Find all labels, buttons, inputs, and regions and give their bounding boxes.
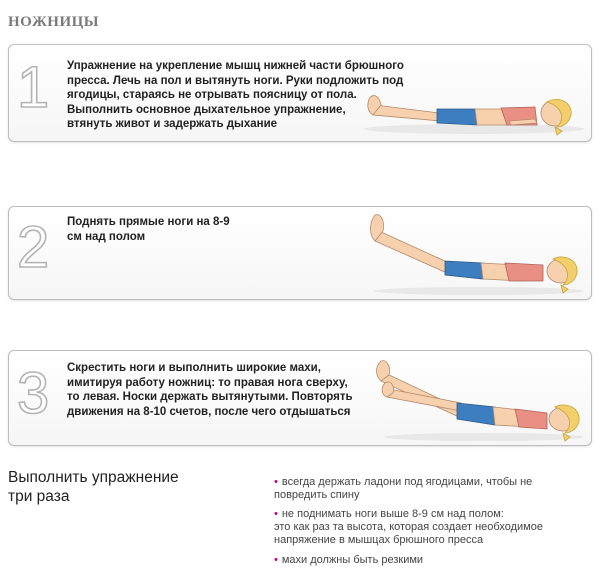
tip-text-line: махи должны быть резкими [281,554,424,566]
step-text-line: ягодицы, стараясь не отрывать поясницу от пола. [67,89,357,101]
tip-text-line: это как раз та высота, которая создает необходимое [274,521,543,533]
step-text-line: см над полом [67,230,146,243]
step-description [67,361,377,419]
repeat-instruction-line: Выполнить упражнение [8,469,179,486]
step-number: 2 [17,215,50,280]
step-text-line: Поднять прямые ноги на 8-9 [67,216,230,228]
lying-woman-raised-legs-illustration [359,207,589,297]
page-title: НОЖНИЦЫ [8,14,100,30]
tip-item [274,554,594,567]
bullet-icon: • [274,554,278,566]
step-text-line: Скрестить ноги и выполнить широкие махи, [67,362,321,374]
tip-item [274,476,594,502]
step-text-line: втянуть живот и задержать дыхание [67,118,278,130]
step-card-3 [8,350,592,446]
bullet-icon: • [274,508,278,520]
step-text-line: Упражнение на укрепление мышц нижней части брюшного [67,60,404,72]
bullet-icon: • [274,476,278,488]
step-number: 3 [17,361,50,426]
step-card-1 [8,44,592,142]
tip-item [274,508,594,547]
step-description [67,59,407,132]
repeat-instruction-line: три раза [8,488,70,505]
repeat-instruction [8,468,179,506]
step-text-line: имитируя работу ножниц: то правая нога сверху, [67,376,348,389]
step-text-line: движения на 8-10 счетов, после чего отдышаться [67,405,351,418]
tip-text-line: напряжение в мышцах брюшного пресса [274,534,484,546]
step-description [67,215,267,244]
step-number: 1 [17,55,50,120]
tip-text-line: всегда держать ладони под ягодицами, чтобы не [281,476,533,488]
step-text-line: Выполнить основное дыхательное упражнение, [67,103,346,116]
step-text-line: то левая. Носки держать вытянутыми. Повторять [67,391,353,403]
tip-text-line: не поднимать ноги выше 8-9 см над полом: [281,508,504,520]
lying-woman-crossed-legs-illustration [369,355,589,443]
lying-woman-illustration [359,75,589,137]
step-card-2 [8,206,592,300]
tip-text-line: повредить спину [274,489,360,501]
step-text-line: пресса. Лечь на пол и вытянуть ноги. Руки подложить под [67,74,404,87]
